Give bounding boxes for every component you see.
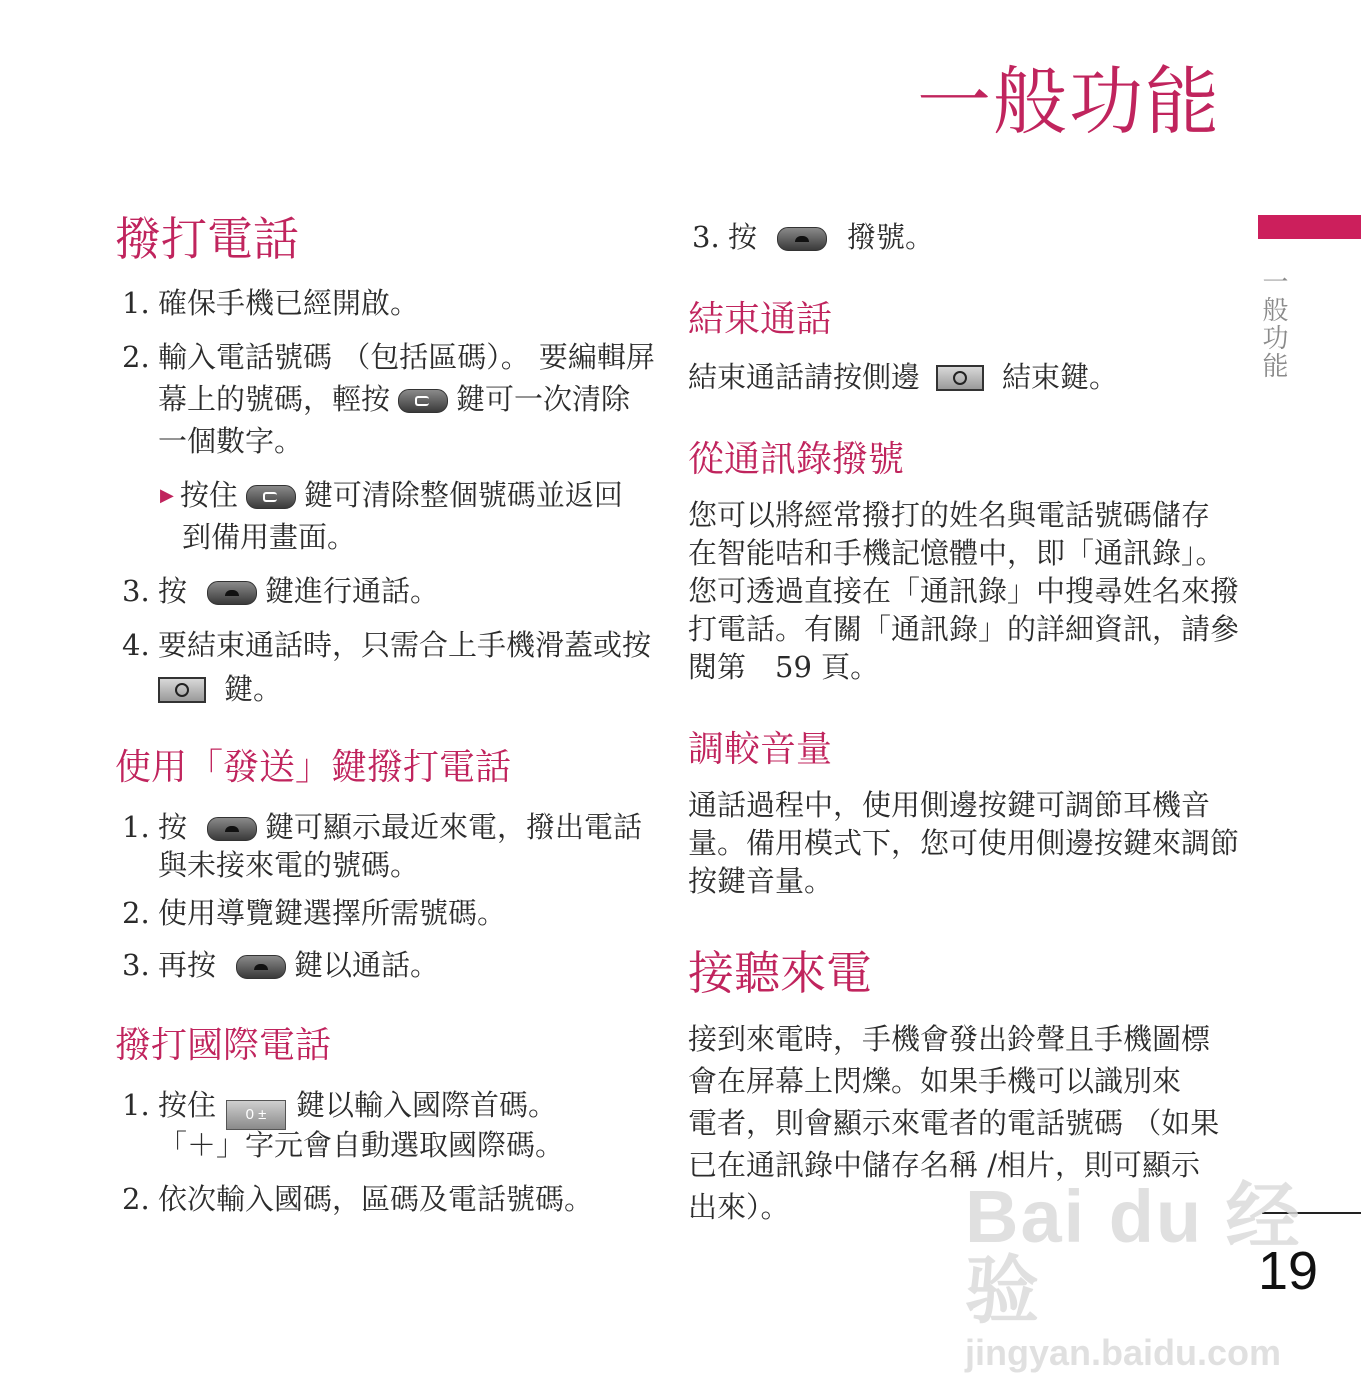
item-text: 要結束通話時，只需合上手機滑蓋或按 xyxy=(158,628,652,662)
item-number: 4. xyxy=(122,628,150,662)
item-text: 「＋」字元會自動選取國際碼。 xyxy=(158,1128,565,1162)
item-number: 2. xyxy=(122,1182,150,1216)
heading-international-call: 撥打國際電話 xyxy=(115,1025,332,1066)
side-tab-marker xyxy=(1258,215,1361,239)
end-key-icon xyxy=(936,365,984,391)
item-text-line xyxy=(158,570,439,612)
paragraph-line: 量。備用模式下，您可使用側邊按鍵來調節 xyxy=(688,826,1240,860)
item-number: 1. xyxy=(122,286,150,320)
sub-item-line xyxy=(160,474,623,517)
item-number: 3. xyxy=(122,574,150,608)
item-text: 鍵進行通話。 xyxy=(265,574,440,608)
page-number: 19 xyxy=(1258,1241,1319,1301)
contacts-paragraph xyxy=(688,496,1239,686)
item-text: 鍵以輸入國際首碼。 xyxy=(296,1088,558,1122)
item-text: 幕上的號碼，輕按 xyxy=(158,382,391,416)
item-text: 結束鍵。 xyxy=(1002,360,1119,394)
volume-paragraph xyxy=(688,786,1239,900)
item-text: 使用導覽鍵選擇所需號碼。 xyxy=(158,896,507,930)
item-text: 一個數字。 xyxy=(158,424,304,458)
item-text: 再按 xyxy=(158,948,217,982)
side-section-label: 一般功能 xyxy=(1258,268,1288,380)
item-text: 鍵。 xyxy=(224,672,283,706)
item-text: 撥號。 xyxy=(847,220,935,254)
paragraph-line: 閱第 59 頁。 xyxy=(688,650,880,684)
send-key-icon xyxy=(777,227,827,251)
end-call-text xyxy=(688,358,1118,396)
heading-make-call: 撥打電話 xyxy=(115,212,299,266)
list-item xyxy=(122,806,642,890)
list-item xyxy=(122,336,655,466)
item-number: 3. xyxy=(122,948,150,982)
send-key-icon xyxy=(236,955,286,979)
baidu-watermark xyxy=(965,1175,1361,1374)
zero-key-icon: 0 ± xyxy=(226,1100,286,1130)
send-key-icon xyxy=(207,581,257,605)
heading-answer-call: 接聽來電 xyxy=(688,946,872,1000)
item-text-line xyxy=(158,806,642,848)
item-text: 鍵以通話。 xyxy=(294,948,440,982)
heading-contacts-dial: 從通訊錄撥號 xyxy=(688,439,905,480)
page-title: 一般功能 xyxy=(917,59,1221,145)
item-text-line xyxy=(158,944,439,986)
list-item xyxy=(122,624,652,708)
item-text-line xyxy=(728,216,934,258)
item-text: 確保手機已經開啟。 xyxy=(158,286,420,320)
paragraph-line: 打電話。有關「通訊錄」的詳細資訊，請參 xyxy=(688,612,1240,646)
end-key-icon xyxy=(158,677,206,703)
item-text: 到備用畫面。 xyxy=(182,520,357,554)
paragraph-line: 接到來電時，手機會發出鈴聲且手機圖標 xyxy=(688,1022,1211,1056)
item-number: 1. xyxy=(122,1088,150,1122)
clear-key-icon xyxy=(246,485,296,509)
item-number: 2. xyxy=(122,340,150,374)
watermark-url: jingyan.baidu.com xyxy=(965,1332,1282,1373)
paragraph-line: 您可透過直接在「通訊錄」中搜尋姓名來撥 xyxy=(688,574,1240,608)
item-text: 輸入電話號碼 （包括區碼）。 要編輯屏 xyxy=(158,340,655,374)
bullet-triangle-icon: ▶ xyxy=(160,485,174,506)
item-number: 1. xyxy=(122,810,150,844)
item-text-line xyxy=(158,668,282,710)
clear-key-icon xyxy=(398,389,448,413)
paragraph-line: 電者，則會顯示來電者的電話號碼 （如果 xyxy=(688,1106,1220,1140)
paragraph-line: 按鍵音量。 xyxy=(688,864,834,898)
item-text: 結束通話請按側邊 xyxy=(688,360,921,394)
heading-adjust-volume: 調較音量 xyxy=(688,729,833,770)
heading-end-call: 結束通話 xyxy=(688,299,833,340)
item-text: 與未接來電的號碼。 xyxy=(158,848,420,882)
item-text: 鍵可一次清除 xyxy=(456,382,631,416)
item-text: 鍵可顯示最近來電，撥出電話 xyxy=(265,810,643,844)
item-text: 按 xyxy=(158,810,188,844)
item-number: 2. xyxy=(122,896,150,930)
item-text: 按住 xyxy=(158,1088,217,1122)
list-item xyxy=(122,1084,642,1168)
item-text: 按住 xyxy=(179,478,238,512)
item-text: 按 xyxy=(728,220,758,254)
paragraph-line: 會在屏幕上閃爍。如果手機可以識別來 xyxy=(688,1064,1182,1098)
paragraph-line: 在智能咭和手機記憶體中，即「通訊錄」。 xyxy=(688,536,1225,570)
watermark-brand: Bai du 经验 xyxy=(965,1175,1302,1332)
heading-send-key: 使用「發送」鍵撥打電話 xyxy=(115,747,512,788)
item-number: 3. xyxy=(692,220,720,254)
item-text: 依次輸入國碼，區碼及電話號碼。 xyxy=(158,1182,594,1216)
paragraph-line: 您可以將經常撥打的姓名與電話號碼儲存 xyxy=(688,498,1211,532)
item-text-line xyxy=(158,378,630,420)
paragraph-line: 已在通訊錄中儲存名稱 /相片，則可顯示 xyxy=(688,1148,1200,1182)
item-text: 鍵可清除整個號碼並返回 xyxy=(303,478,623,512)
sub-item xyxy=(160,474,640,558)
item-text: 按 xyxy=(158,574,188,608)
paragraph-line: 出來）。 xyxy=(688,1190,790,1224)
paragraph-line: 通話過程中，使用側邊按鍵可調節耳機音 xyxy=(688,788,1211,822)
send-key-icon xyxy=(207,817,257,841)
